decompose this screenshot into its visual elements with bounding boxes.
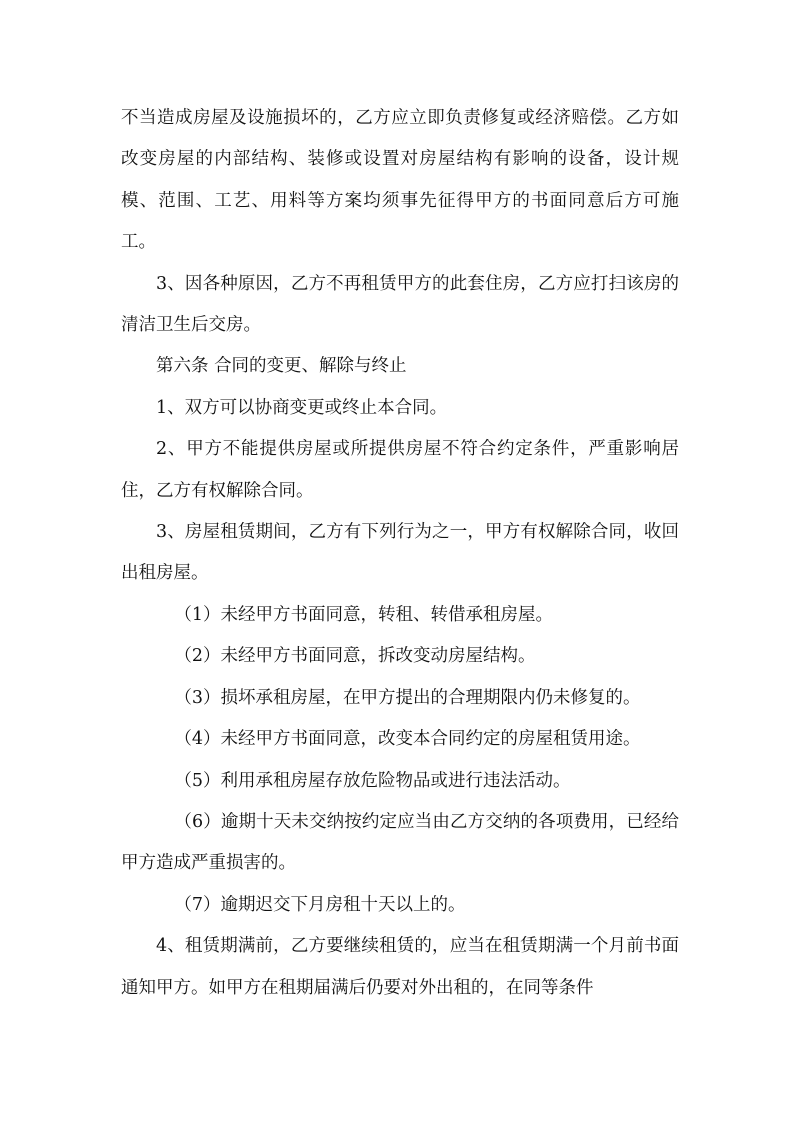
paragraph-clause-1: 1、双方可以协商变更或终止本合同。 — [156, 397, 448, 418]
list-item-2: （2）未经甲方书面同意，拆改变动房屋结构。 — [174, 646, 536, 667]
section-heading-article-6: 第六条 合同的变更、解除与终止 — [156, 356, 407, 377]
list-item-3: （3）损坏承租房屋，在甲方提出的合理期限内仍未修复的。 — [174, 687, 641, 708]
paragraph-clause-2: 2、甲方不能提供房屋或所提供房屋不符合约定条件，严重影响居住，乙方有权解除合同。 — [121, 439, 679, 501]
document-body — [121, 98, 679, 1009]
list-item-6: （6）逾期十天未交纳按约定应当由乙方交纳的各项费用，已经给甲方造成严重损害的。 — [121, 811, 679, 874]
paragraph-clause-4: 4、租赁期满前，乙方要继续租赁的，应当在租赁期满一个月前书面通知甲方。如甲方在租期届满后仍要对外出租的，在同等条件 — [121, 936, 679, 998]
paragraph-clause-3-handover: 3、因各种原因，乙方不再租赁甲方的此套住房，乙方应打扫该房的清洁卫生后交房。 — [121, 273, 679, 336]
list-item-5: （5）利用承租房屋存放危险物品或进行违法活动。 — [174, 770, 571, 791]
paragraph-continuation: 不当造成房屋及设施损坏的，乙方应立即负责修复或经济赔偿。乙方如改变房屋的内部结构、装修或设置对房屋结构有影响的设备，设计规模、范围、工艺、用料等方案均须事先征得甲方的书面同意后方可施工。 — [121, 108, 679, 253]
list-item-1: （1）未经甲方书面同意，转租、转借承租房屋。 — [174, 604, 554, 625]
paragraph-clause-3: 3、房屋租赁期间，乙方有下列行为之一，甲方有权解除合同，收回出租房屋。 — [121, 522, 679, 584]
list-item-4: （4）未经甲方书面同意，改变本合同约定的房屋租赁用途。 — [174, 729, 641, 750]
list-item-7: （7）逾期迟交下月房租十天以上的。 — [174, 894, 466, 915]
